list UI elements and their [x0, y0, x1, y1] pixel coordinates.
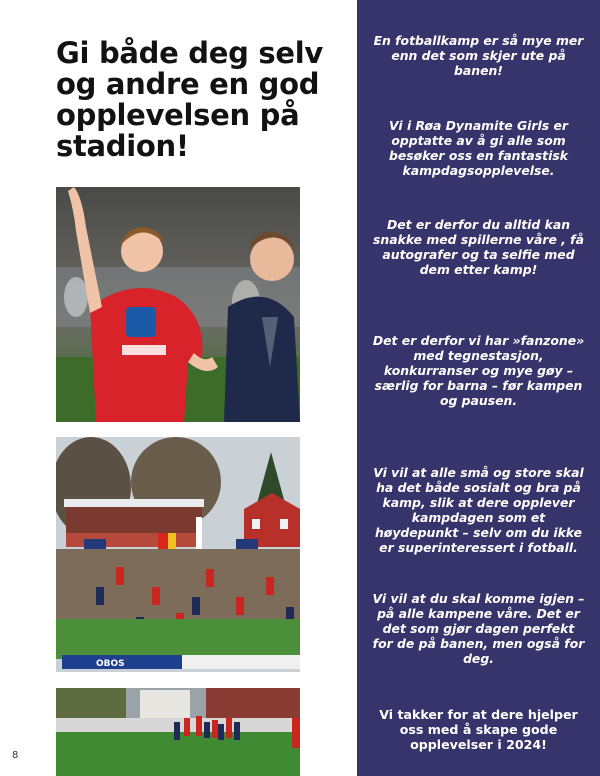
sidebar-paragraph: Vi i Røa Dynamite Girls er opptatte av å gi alle som besøker oss en fantastisk kampdagsopplevelse.: [389, 118, 568, 178]
page-number: 8: [12, 750, 19, 761]
sidebar-paragraph: Vi vil at alle små og store skal ha det både sosialt og bra på kamp, slik at dere opplever kampdagen som et høydepunkt – selv om du ikke er superinteressert i fotball.: [373, 465, 584, 555]
sidebar-paragraph: En fotballkamp er så mye mer enn det som skjer ute på banen!: [373, 33, 584, 78]
sidebar-closing-paragraph: Vi takker for at dere hjelper oss med å skape gode opplevelser i 2024!: [379, 707, 578, 752]
sidebar-paragraph: Vi vil at du skal komme igjen – på alle kampene våre. Det er det som gjør dagen perfekt for de på banen, men også for deg.: [372, 591, 585, 666]
info-sidebar: [357, 0, 600, 776]
stadium-crowd-photo: [56, 437, 300, 672]
page-heading: Gi både deg selv og andre en god opplevelsen på stadion!: [56, 36, 323, 163]
players-photo: [56, 187, 300, 422]
sidebar-paragraph: Det er derfor du alltid kan snakke med spillerne våre , få autografer og ta selfie med dem etter kamp!: [373, 217, 584, 277]
ad-board-text: OBOS: [96, 659, 125, 669]
team-celebration-photo: [56, 688, 300, 776]
sidebar-paragraph: Det er derfor vi har »fanzone» med tegnestasjon, konkurranser og mye gøy – særlig for barna – før kampen og pausen.: [372, 333, 585, 408]
